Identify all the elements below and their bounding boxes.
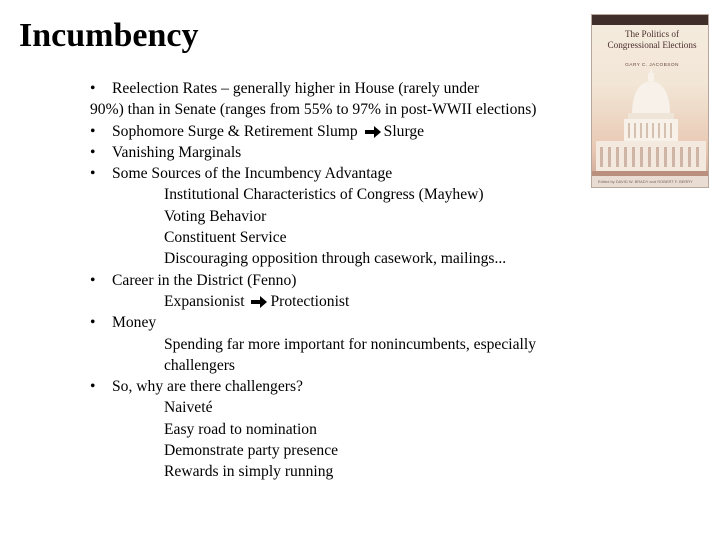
sub-rewards: Rewards in simply running	[164, 463, 334, 481]
slurge-text: Slurge	[383, 122, 425, 140]
slide-body	[90, 78, 610, 483]
slide-title: Incumbency	[19, 17, 199, 54]
book-editors: Edited by DAVID W. BRADY and ROBERT F. BERRY	[598, 179, 693, 184]
book-cover-image	[591, 14, 709, 188]
bullet-reelection	[90, 78, 610, 99]
sub-voting: Voting Behavior	[164, 207, 267, 225]
bullet-dot: •	[90, 314, 96, 332]
sub-party-presence: Demonstrate party presence	[164, 442, 339, 460]
expansionist-text: Expansionist	[164, 292, 245, 310]
why-text: So, why are there challengers?	[112, 378, 303, 396]
sophomore-text: Sophomore Surge & Retirement Slump	[112, 122, 358, 140]
right-arrow-icon	[250, 295, 268, 309]
bullet-dot: •	[90, 122, 96, 140]
sources-text: Some Sources of the Incumbency Advantage	[112, 165, 393, 183]
marginals-text: Vanishing Marginals	[112, 143, 242, 161]
bullet-marginals	[90, 142, 610, 163]
bullet-money	[90, 312, 610, 333]
reelection-continuation: 90%) than in Senate (ranges from 55% to 97% in post-WWII elections)	[90, 101, 537, 119]
capitol-dome-icon	[592, 69, 709, 188]
bullet-career	[90, 270, 610, 291]
sub-constituent: Constituent Service	[164, 229, 287, 247]
sub-naivete: Naiveté	[164, 399, 213, 417]
sub-spending: Spending far more important for nonincumbents, especially challengers	[164, 335, 536, 374]
protectionist-text: Protectionist	[270, 292, 350, 310]
career-text: Career in the District (Fenno)	[112, 271, 297, 289]
bullet-dot: •	[90, 143, 96, 161]
sub-institutional: Institutional Characteristics of Congress (Mayhew)	[164, 186, 484, 204]
bullet-dot: •	[90, 165, 96, 183]
sub-expansionist	[90, 291, 610, 312]
bullet-why	[90, 376, 610, 397]
book-top-band	[592, 15, 708, 25]
bullet-dot: •	[90, 378, 96, 396]
book-title: The Politics of Congressional Elections	[607, 29, 697, 50]
bullet-dot: •	[90, 271, 96, 289]
book-author: GARY C. JACOBSON	[625, 63, 679, 68]
sub-easy-road: Easy road to nomination	[164, 420, 317, 438]
money-text: Money	[112, 314, 157, 332]
right-arrow-icon	[364, 125, 382, 139]
bullet-sources	[90, 163, 610, 184]
reelection-text-1: Reelection Rates – generally higher in House (rarely under	[112, 80, 480, 97]
sub-discouraging: Discouraging opposition through casework, mailings...	[164, 250, 507, 268]
bullet-sophomore	[90, 121, 610, 142]
bullet-dot: •	[90, 80, 96, 97]
